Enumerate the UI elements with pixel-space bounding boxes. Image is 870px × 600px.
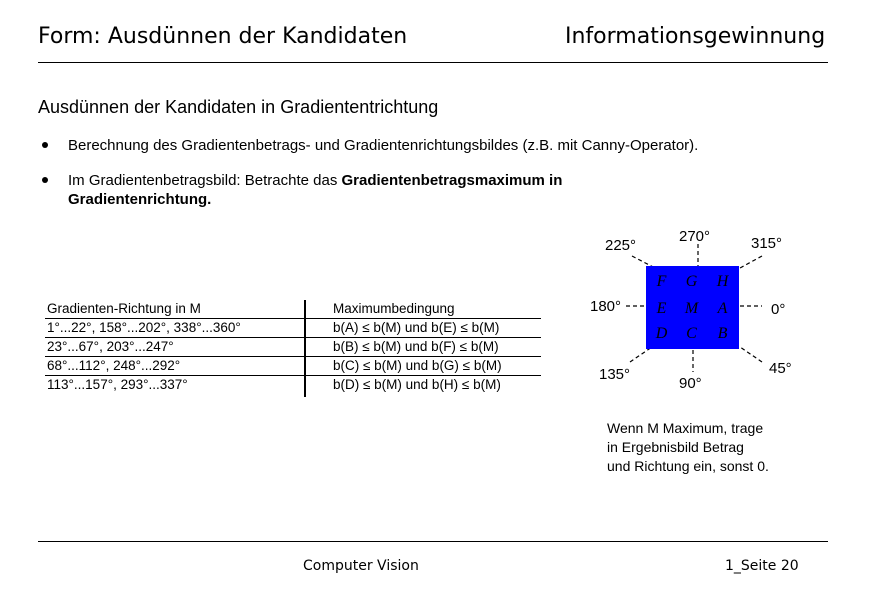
table-header-direction: Gradienten-Richtung in M <box>47 301 201 316</box>
section-title: Ausdünnen der Kandidaten in Gradiententrichtung <box>38 97 439 117</box>
result-note <box>607 419 769 476</box>
note-line: in Ergebnisbild Betrag <box>607 439 744 455</box>
angle-label-225: 225° <box>605 237 637 254</box>
angle-label-135: 135° <box>599 366 631 383</box>
angle-label-270: 270° <box>679 228 711 245</box>
direction-line-315 <box>740 256 762 268</box>
table-cell: b(A) ≤ b(M) und b(E) ≤ b(M) <box>333 320 500 335</box>
header-title: Form: Ausdünnen der Kandidaten <box>38 24 408 49</box>
direction-line-45 <box>740 347 762 362</box>
footer-rule <box>38 541 828 542</box>
grid-cell-A: A <box>717 300 728 317</box>
grid-cell-H: H <box>716 273 729 290</box>
bullet-2-plain: Im Gradientenbetragsbild: Betrachte das <box>68 172 342 189</box>
angle-label-180: 180° <box>590 298 622 315</box>
table-cell: 113°...157°, 293°...337° <box>47 377 188 392</box>
table-cell: b(D) ≤ b(M) und b(H) ≤ b(M) <box>333 377 501 392</box>
table-cell: 1°...22°, 158°...202°, 338°...360° <box>47 320 241 335</box>
grid-cell-F: F <box>656 273 667 290</box>
header-topic: Informationsgewinnung <box>565 24 826 49</box>
table-cell: 23°...67°, 203°...247° <box>47 339 174 354</box>
bullet-1: Berechnung des Gradientenbetrags- und Gradientenrichtungsbildes (z.B. mit Canny-Operator). <box>68 137 699 154</box>
angle-label-90: 90° <box>679 375 702 392</box>
grid-cell-M: M <box>684 300 699 317</box>
grid-cell-C: C <box>686 325 697 342</box>
table-cell: 68°...112°, 248°...292° <box>47 358 181 373</box>
angle-label-45: 45° <box>769 360 792 377</box>
footer-course: Computer Vision <box>303 558 419 574</box>
angle-label-315: 315° <box>751 235 783 252</box>
bullet-2-bold: Gradientenbetragsmaximum in Gradientenrichtung. <box>68 172 563 208</box>
footer-page-number: 1_Seite 20 <box>725 558 799 574</box>
grid-cell-E: E <box>656 300 667 317</box>
table-cell: b(B) ≤ b(M) und b(F) ≤ b(M) <box>333 339 499 354</box>
grid-cell-B: B <box>717 325 728 342</box>
note-line: und Richtung ein, sonst 0. <box>607 458 769 474</box>
note-line: Wenn M Maximum, trage <box>607 420 764 436</box>
angle-label-0: 0° <box>771 301 786 318</box>
grid-cell-D: D <box>655 325 668 342</box>
grid-cell-G: G <box>685 273 698 290</box>
table-header-condition: Maximumbedingung <box>333 301 455 316</box>
table-cell: b(C) ≤ b(M) und b(G) ≤ b(M) <box>333 358 502 373</box>
direction-line-135 <box>630 347 652 362</box>
